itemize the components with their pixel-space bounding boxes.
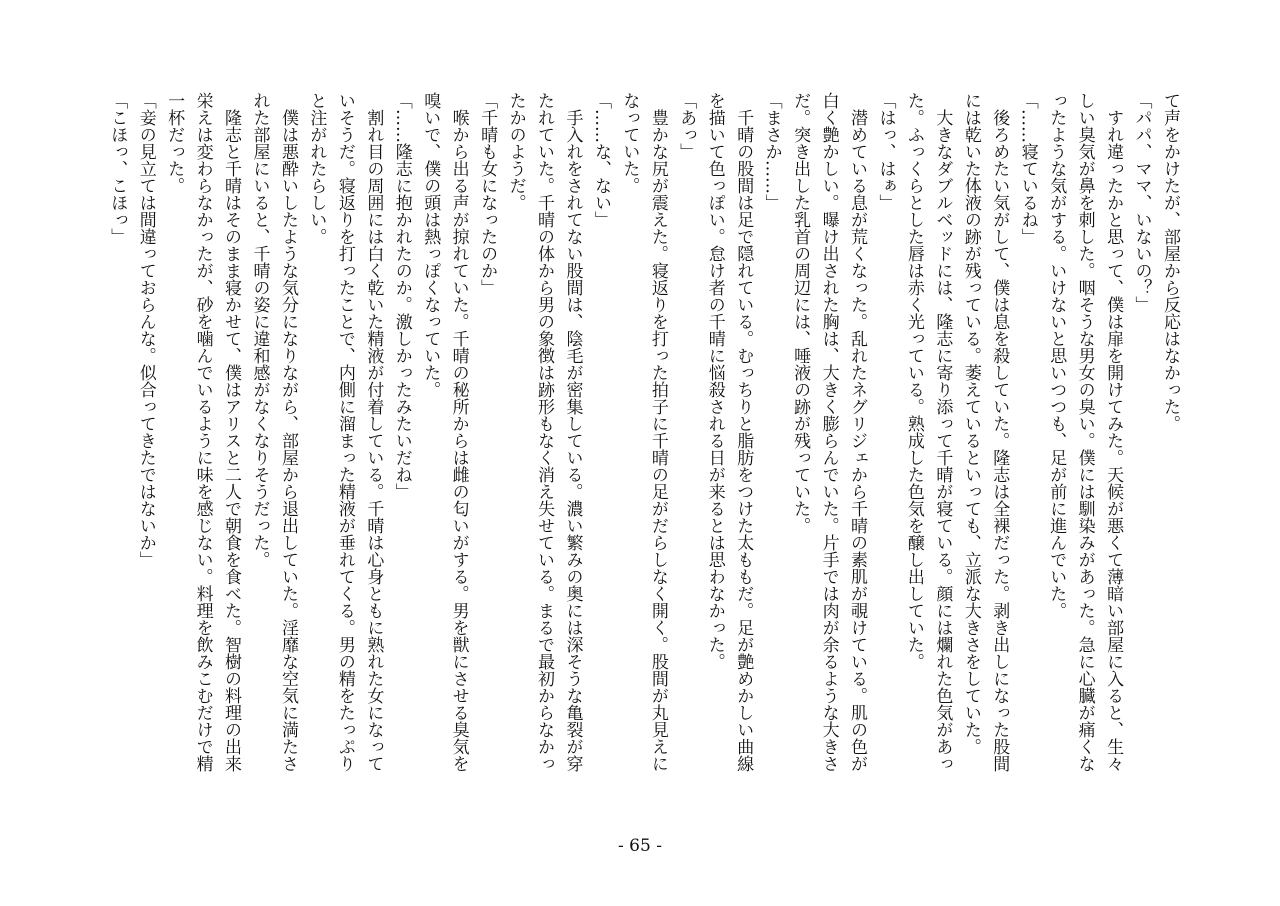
text-line: 「まさか……」: [761, 92, 782, 211]
text-line: ったような気がする。いけないと思いつつも、足が前に進んでいた。: [1046, 92, 1067, 619]
text-line: 「妾の見立ては間違っておらんな。似合ってきたではないか」: [135, 92, 156, 568]
text-line: と注がれたらしい。: [306, 92, 327, 245]
text-line: 一杯だった。: [164, 92, 185, 194]
text-line: だ。突き出した乳首の周辺には、唾液の跡が残っていた。: [790, 92, 811, 534]
text-line: た。ふっくらとした唇は赤く光っている。熟成した色気を醸し出していた。: [903, 92, 924, 670]
text-line: て声をかけたが、部屋から反応はなかった。: [1160, 92, 1180, 432]
text-line: 僕は悪酔いしたような気分になりながら、部屋から退出していた。淫靡な空気に満たさ: [277, 92, 298, 772]
text-line: 「……寝ているね」: [1017, 92, 1038, 245]
text-line: 「……な、ない」: [590, 92, 611, 228]
body-text: [104, 92, 1184, 772]
text-line: 千晴の股間は足で隠れている。むっちりと脂肪をつけた太ももだ。足が艶めかしい曲線: [733, 92, 754, 772]
text-line: 「こほっ、こほっ」: [107, 92, 128, 245]
text-line: 潜めている息が荒くなった。乱れたネグリジェから千晴の素肌が覗けている。肌の色が: [847, 92, 868, 772]
text-line: 「あっ」: [676, 92, 697, 160]
text-line: 白く艶かしい。曝け出された胸は、大きく膨らんでいた。片手では肉が余るような大きさ: [818, 92, 839, 772]
text-line: 大きなダブルベッドには、隆志に寄り添って千晴が寝ている。顔には爛れた色気があっ: [932, 92, 953, 772]
text-line: 後ろめたい気がして、僕は息を殺していた。隆志は全裸だった。剥き出しになった股間: [989, 92, 1010, 772]
text-line: れた部屋にいると、千晴の姿に違和感がなくなりそうだった。: [249, 92, 270, 568]
text-line: たかのようだ。: [505, 92, 526, 211]
text-line: なっていた。: [619, 92, 640, 194]
page-number: - 65 -: [618, 836, 662, 856]
text-line: 割れ目の周囲には白く乾いた精液が付着している。千晴は心身ともに熟れた女になって: [363, 92, 384, 772]
text-line: 「はっ、はぁ」: [875, 92, 896, 211]
text-line: には乾いた体液の跡が残っている。萎えているといっても、立派な大きさをしていた。: [960, 92, 981, 755]
text-line: いそうだ。寝返りを打ったことで、内側に溜まった精液が垂れてくる。男の精をたっぷり: [334, 92, 355, 772]
text-line: 喉から出る声が掠れていた。千晴の秘所からは雌の匂いがする。男を獣にさせる臭気を: [448, 92, 469, 772]
text-line: を描いて色っぽい。怠け者の千晴に悩殺される日が来るとは思わなかった。: [704, 92, 725, 670]
text-line: 栄えは変わらなかったが、砂を噛んでいるように味を感じない。料理を飲みこむだけで精: [192, 92, 213, 772]
text-line: 「千晴も女になったのか」: [477, 92, 498, 296]
text-line: すれ違ったかと思って、僕は扉を開けてみた。天候が悪くて薄暗い部屋に入ると、生々: [1103, 92, 1124, 772]
text-line: 手入れをされてない股間は、陰毛が密集している。濃い繁みの奥には深そうな亀裂が穿: [562, 92, 583, 772]
text-line: 豊かな尻が震えた。寝返りを打った拍子に千晴の足がだらしなく開く。股間が丸見えに: [647, 92, 668, 772]
text-line: たれていた。千晴の体から男の象徴は跡形もなく消え失せている。まるで最初からなかっ: [534, 92, 555, 772]
text-line: 嗅いで、僕の頭は熱っぽくなっていた。: [420, 92, 441, 398]
text-line: 隆志と千晴はそのまま寝かせて、僕はアリスと二人で朝食を食べた。智樹の料理の出来: [221, 92, 242, 772]
text-line: 「……隆志に抱かれたのか。激しかったみたいだね」: [391, 92, 412, 500]
text-line: しい臭気が鼻を刺した。咽そうな男女の臭い。僕には馴染みがあった。急に心臓が痛くな: [1074, 92, 1095, 772]
text-line: 「パパ、ママ、いないの？」: [1131, 92, 1152, 313]
